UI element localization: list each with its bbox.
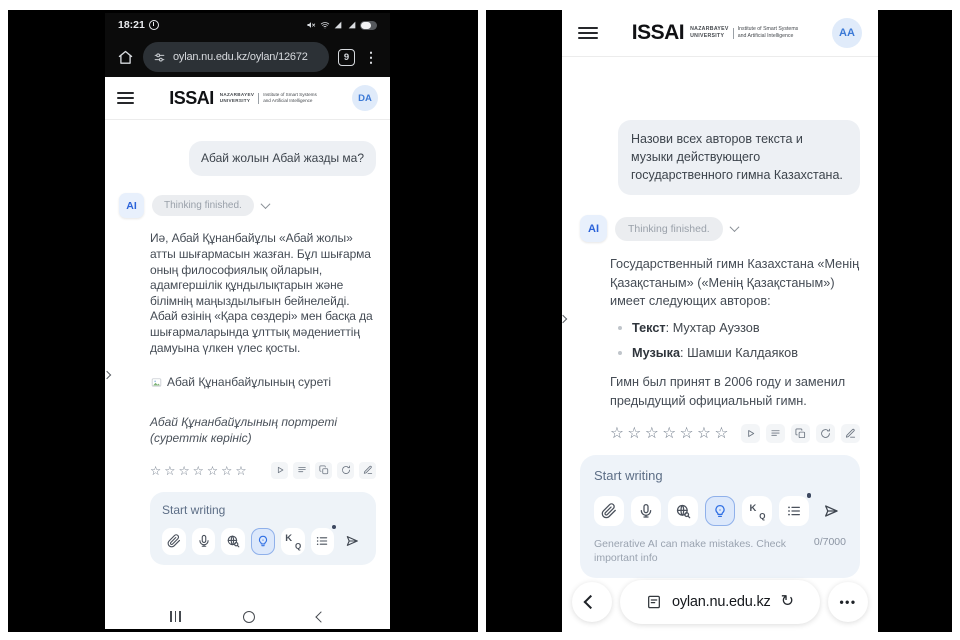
- thinking-mode-button[interactable]: [251, 528, 275, 555]
- wifi-icon: [320, 20, 330, 30]
- signal-icon: [333, 20, 343, 30]
- message-input-card: [150, 492, 376, 565]
- home-icon[interactable]: [117, 49, 134, 66]
- battery-icon: [360, 21, 377, 30]
- microphone-button[interactable]: [631, 496, 661, 526]
- site-header: [562, 10, 878, 57]
- list-item: [618, 346, 860, 360]
- home-button[interactable]: [243, 611, 255, 623]
- user-avatar[interactable]: DA: [352, 85, 378, 111]
- url-bar[interactable]: [143, 42, 329, 72]
- language-kq-button[interactable]: [742, 496, 772, 526]
- message-actions: [271, 462, 376, 479]
- notification-dot: [332, 525, 337, 530]
- site-header: [105, 77, 390, 120]
- composer-toolbar: [594, 496, 846, 526]
- composer-toolbar: [162, 528, 364, 555]
- browser-toolbar: [105, 37, 390, 77]
- regenerate-button[interactable]: [337, 462, 354, 479]
- authors-list: [610, 321, 860, 360]
- author-role: Музыка: [632, 346, 681, 361]
- url-text: oylan.nu.edu.kz/oylan/12672: [173, 51, 308, 63]
- right-phone-screenshot: [562, 10, 878, 632]
- read-aloud-button[interactable]: [271, 462, 288, 479]
- url-text: oylan.nu.edu.kz: [672, 594, 771, 610]
- org-name: UNIVERSITY: [690, 33, 725, 39]
- image-caption: Абай Құнанбайұлының портреті (суреттік көрініс): [150, 415, 338, 446]
- answer-paragraph: Иә, Абай Құнанбайұлы «Абай жолы» атты шығармасын жазған. Бұл шығарма оның философиялық ойларын, адамгершілік құндылықтарын және білімнің маңыздылығын бейнелейді. Абай өзінің «Қара сөздері» мен басқа да шығармаларында ұлттық мәдениеттің дамуына үлкен үлес қосты.: [150, 231, 373, 355]
- url-bar[interactable]: [620, 580, 820, 624]
- star-icon[interactable]: ☆: [714, 425, 729, 443]
- browser-menu-icon[interactable]: ⋮: [364, 49, 378, 65]
- chevron-down-icon[interactable]: [729, 222, 739, 232]
- logo-wordmark: ISSAI: [169, 87, 214, 108]
- message-input[interactable]: Start writing: [594, 468, 663, 484]
- edit-button[interactable]: [359, 462, 376, 479]
- rating-row: [610, 424, 860, 443]
- thinking-status-pill[interactable]: Thinking finished.: [615, 217, 723, 241]
- rating-row: [150, 462, 376, 479]
- star-icon[interactable]: ☆: [150, 463, 162, 478]
- issai-logo: [134, 88, 352, 109]
- star-icon[interactable]: ☆: [206, 463, 219, 478]
- star-icon[interactable]: ☆: [627, 425, 642, 443]
- user-message-bubble: Абай жолын Абай жазды ма?: [189, 141, 376, 176]
- more-icon: •••: [839, 595, 857, 609]
- prompt-list-button[interactable]: [311, 528, 335, 555]
- institute-name: Institute of Smart Systems: [737, 25, 799, 32]
- thinking-mode-button[interactable]: [705, 496, 735, 526]
- browser-bottom-bar: [572, 580, 868, 624]
- attach-button[interactable]: [162, 528, 186, 555]
- mute-icon: [306, 20, 316, 30]
- logo-wordmark: ISSAI: [631, 21, 685, 44]
- send-button[interactable]: [340, 528, 364, 555]
- star-rating[interactable]: [610, 424, 728, 443]
- thinking-status-pill[interactable]: Thinking finished.: [152, 195, 254, 216]
- back-icon: [584, 595, 598, 609]
- kq-icon: K Q: [749, 502, 766, 521]
- recents-button[interactable]: [170, 611, 181, 622]
- web-search-button[interactable]: [668, 496, 698, 526]
- status-bar: [105, 13, 390, 37]
- tab-counter[interactable]: 9: [338, 49, 355, 66]
- back-button[interactable]: [572, 582, 612, 622]
- ai-answer: [119, 231, 376, 564]
- institute-name: and Artificial Intelligence: [737, 33, 794, 39]
- org-name: NAZARBAYEV: [690, 25, 729, 32]
- attach-button[interactable]: [594, 496, 624, 526]
- author-name: : Шамши Калдаяков: [680, 346, 798, 361]
- summary-button[interactable]: [766, 424, 785, 443]
- copy-button[interactable]: [315, 462, 332, 479]
- star-icon[interactable]: ☆: [697, 425, 711, 443]
- android-nav-bar: [105, 604, 390, 629]
- message-input[interactable]: Start writing: [162, 502, 226, 517]
- edit-button[interactable]: [841, 424, 860, 443]
- page-icon: [646, 594, 662, 610]
- star-icon[interactable]: ☆: [235, 463, 247, 478]
- star-icon[interactable]: ☆: [192, 463, 204, 478]
- user-avatar[interactable]: AA: [832, 18, 862, 48]
- right-screenshot-panel: [486, 10, 952, 632]
- read-aloud-button[interactable]: [741, 424, 760, 443]
- star-icon[interactable]: ☆: [221, 463, 233, 478]
- browser-menu-button[interactable]: [828, 582, 868, 622]
- ai-avatar: AI: [580, 215, 607, 242]
- ai-status-row: [580, 215, 860, 242]
- refresh-icon[interactable]: ↻: [780, 593, 794, 610]
- message-input-card: [580, 455, 860, 577]
- issai-logo: [598, 21, 832, 45]
- left-phone-screenshot: [105, 13, 390, 629]
- regenerate-button[interactable]: [816, 424, 835, 443]
- user-message-bubble: Назови всех авторов текста и музыки действующего государственного гимна Казахстана.: [618, 120, 860, 195]
- broken-image-icon: [150, 377, 163, 388]
- institute-name: and Artificial Intelligence: [263, 98, 313, 103]
- star-icon[interactable]: ☆: [178, 463, 190, 478]
- alarm-clock-icon: [149, 20, 159, 30]
- org-name: UNIVERSITY: [219, 98, 251, 103]
- star-icon[interactable]: ☆: [610, 425, 624, 443]
- prompt-list-button[interactable]: [779, 496, 809, 526]
- list-item: [618, 321, 860, 335]
- hamburger-menu-icon[interactable]: [117, 92, 134, 105]
- char-counter: 0/7000: [813, 535, 846, 548]
- bullet-icon: [618, 351, 622, 355]
- star-icon[interactable]: ☆: [644, 425, 659, 443]
- copy-button[interactable]: [791, 424, 810, 443]
- chat-area: [562, 58, 878, 632]
- language-kq-button[interactable]: [281, 528, 305, 555]
- message-actions: [741, 424, 860, 443]
- chat-area: [105, 120, 390, 604]
- author-role: Текст: [632, 321, 666, 336]
- answer-intro: Государственный гимн Казахстана «Менің Қазақстаным» («Менің Қазақстаным») имеет следующих авторов:: [610, 257, 860, 309]
- microphone-button[interactable]: [192, 528, 216, 555]
- star-icon[interactable]: ☆: [164, 463, 176, 478]
- back-button[interactable]: [315, 611, 326, 622]
- webview: [105, 77, 390, 629]
- summary-button[interactable]: [293, 462, 310, 479]
- broken-image-line: [150, 375, 376, 389]
- star-icon[interactable]: ☆: [662, 425, 677, 443]
- kq-icon: K Q: [285, 532, 302, 551]
- hamburger-menu-icon[interactable]: [578, 27, 598, 40]
- left-screenshot-panel: [8, 10, 478, 632]
- ai-avatar: AI: [119, 193, 144, 218]
- star-icon[interactable]: ☆: [679, 425, 694, 443]
- bullet-icon: [618, 326, 622, 330]
- ai-disclaimer: Generative AI can make mistakes. Check important info: [594, 538, 786, 565]
- org-name: NAZARBAYEV: [219, 91, 255, 97]
- star-rating[interactable]: [150, 463, 247, 478]
- answer-outro: Гимн был принят в 2006 году и заменил предыдущий официальный гимн.: [610, 375, 846, 408]
- author-name: : Мухтар Ауэзов: [665, 321, 760, 336]
- web-search-button[interactable]: [221, 528, 245, 555]
- chevron-down-icon[interactable]: [260, 200, 270, 210]
- institute-name: Institute of Smart Systems: [263, 91, 317, 97]
- ai-answer: [580, 255, 860, 443]
- send-button[interactable]: [816, 496, 846, 526]
- ai-status-row: [119, 193, 376, 218]
- site-settings-icon: [153, 51, 166, 64]
- image-alt-text: Абай Құнанбайұлының суреті: [167, 375, 332, 390]
- signal-icon: [347, 20, 357, 30]
- status-time: 18:21: [118, 19, 145, 31]
- notification-dot: [807, 493, 812, 498]
